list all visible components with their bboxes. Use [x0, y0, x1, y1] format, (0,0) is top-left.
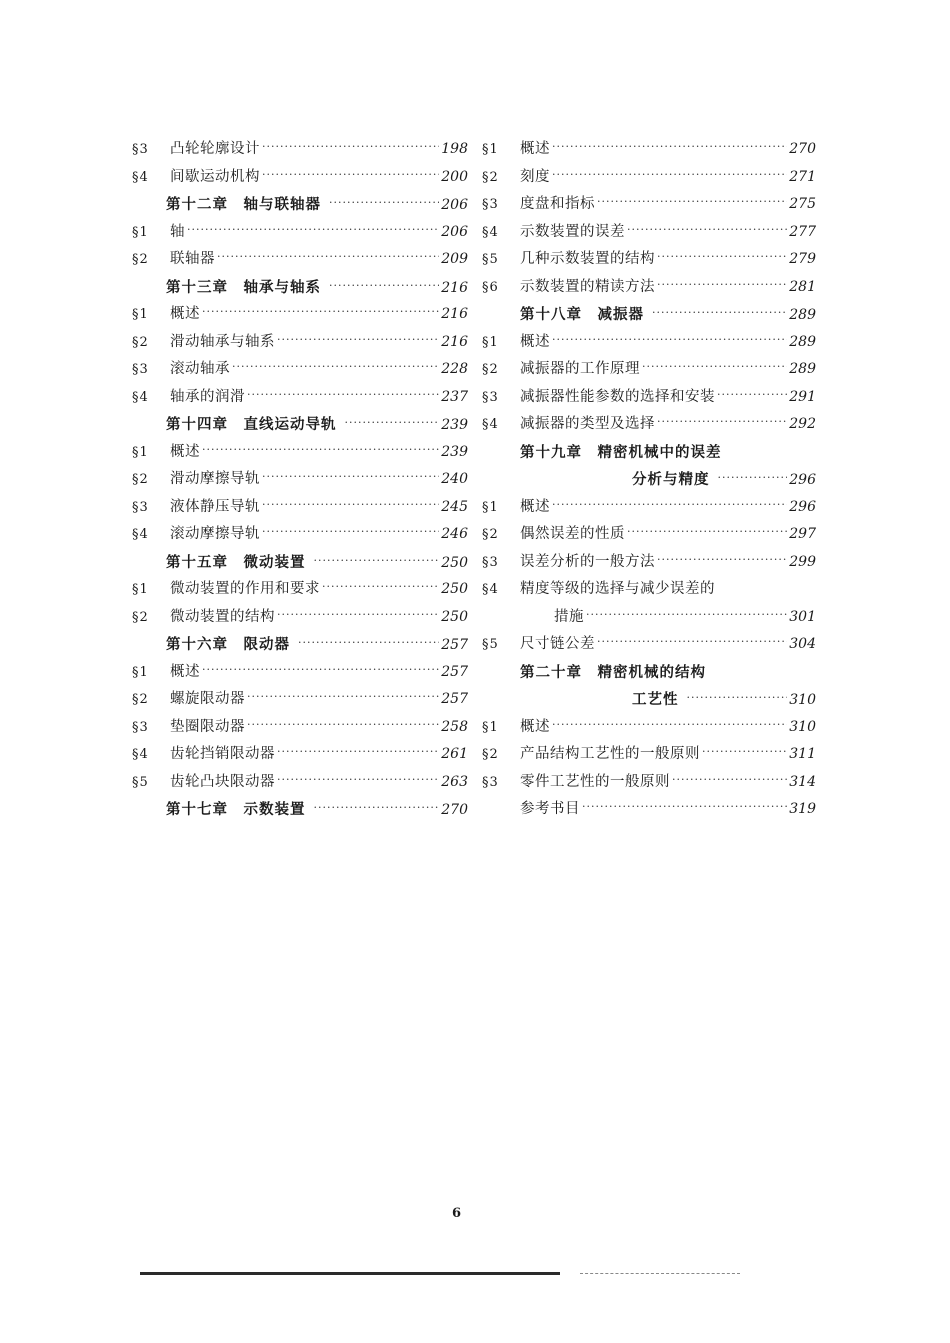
page-ref: 277: [789, 223, 816, 240]
toc-entry: [132, 191, 468, 219]
leader-dots: [652, 299, 787, 327]
section-marker: §1: [482, 499, 499, 515]
page-ref: 289: [789, 361, 816, 377]
page-ref: 279: [789, 251, 816, 267]
page-ref: 239: [441, 443, 468, 460]
leader-dots: [262, 518, 439, 546]
entry-title: 概述: [170, 306, 200, 322]
entry-title: 滚动轴承: [170, 361, 230, 377]
toc-entry: [482, 219, 816, 247]
entry-title: 间歇运动机构: [170, 168, 260, 185]
section-marker: §1: [482, 719, 499, 735]
entry-title: 滑动轴承与轴系: [170, 333, 275, 350]
page-ref: 310: [789, 718, 816, 735]
leader-dots: [582, 793, 787, 821]
entry-title: 齿轮挡销限动器: [170, 746, 275, 762]
section-marker: §3: [132, 499, 149, 515]
section-marker: §3: [132, 719, 149, 735]
entry-title: 垫圈限动器: [170, 718, 245, 735]
leader-dots: [262, 133, 439, 161]
section-marker: §1: [132, 224, 149, 240]
toc-entry: [132, 164, 468, 192]
toc-entry: [482, 439, 816, 467]
entry-title: 刻度: [520, 168, 550, 185]
page-ref: 270: [789, 141, 816, 157]
toc-entry: [482, 604, 816, 632]
page-ref: 304: [789, 636, 816, 652]
leader-dots: [247, 711, 439, 739]
section-marker: §2: [132, 609, 149, 625]
page-ref: 319: [789, 801, 816, 817]
toc-entry: [132, 576, 468, 604]
page-ref: 206: [441, 223, 468, 240]
chapter-title: 分析与精度: [632, 471, 710, 488]
page-ref: 209: [441, 251, 468, 267]
section-marker: §5: [132, 774, 149, 790]
chapter-title: 第十三章 轴承与轴系: [166, 278, 321, 296]
page-ref: 245: [441, 498, 468, 515]
entry-title: 度盘和指标: [520, 196, 595, 212]
section-marker: §5: [482, 252, 499, 267]
leader-dots: [552, 491, 787, 519]
toc-entry: [132, 329, 468, 357]
chapter-title: 第十七章 示数装置: [166, 801, 306, 818]
entry-title: 概述: [520, 141, 550, 157]
leader-dots: [329, 189, 439, 217]
section-marker: §5: [482, 637, 499, 652]
toc-entry: [132, 521, 468, 549]
section-marker: §4: [132, 169, 149, 185]
page-ref: 240: [441, 471, 468, 487]
toc-entry: [482, 384, 816, 412]
toc-entry: [482, 411, 816, 439]
toc-entry: [132, 659, 468, 687]
page-ref: 261: [441, 746, 468, 762]
entry-title: 示数装置的误差: [520, 223, 625, 240]
leader-dots: [552, 711, 787, 739]
page-ref: 257: [441, 637, 468, 653]
leader-dots: [277, 601, 439, 629]
scan-artifact-faint-line: [580, 1273, 740, 1275]
toc-entry: [482, 494, 816, 522]
leader-dots: [657, 243, 787, 271]
entry-title: 概述: [170, 443, 200, 460]
leader-dots: [687, 684, 788, 712]
chapter-title: 第十四章 直线运动导轨: [166, 416, 337, 433]
section-marker: §3: [482, 774, 499, 790]
entry-title: 齿轮凸块限动器: [170, 773, 275, 790]
section-marker: §2: [132, 334, 149, 350]
entry-title: 产品结构工艺性的一般原则: [520, 746, 700, 762]
leader-dots: [262, 161, 439, 189]
section-marker: §1: [132, 307, 149, 322]
section-marker: §3: [482, 389, 499, 405]
entry-title: 微动装置的作用和要求: [170, 581, 320, 597]
entry-title: 轴承的润滑: [170, 388, 245, 405]
toc-entry: [482, 274, 816, 302]
leader-dots: [345, 409, 440, 437]
leader-dots: [202, 436, 439, 464]
entry-title: 精度等级的选择与减少误差的: [520, 581, 715, 597]
toc-entry: [482, 136, 816, 164]
toc-entry: [482, 796, 816, 824]
page-ref: 250: [441, 608, 468, 625]
leader-dots: [552, 326, 787, 354]
leader-dots: [597, 628, 787, 656]
page-ref: 275: [789, 196, 816, 212]
toc-entry: [132, 219, 468, 247]
entry-title: 螺旋限动器: [170, 691, 245, 707]
section-marker: §6: [482, 279, 499, 295]
entry-title: 示数装置的精读方法: [520, 278, 655, 295]
entry-title: 联轴器: [170, 251, 215, 267]
entry-title: 参考书目: [520, 801, 580, 817]
leader-dots: [717, 381, 787, 409]
leader-dots: [672, 766, 787, 794]
entry-title: 轴: [170, 223, 185, 240]
toc-entry: [482, 164, 816, 192]
page-ref: 289: [789, 333, 816, 350]
toc-entry: [482, 356, 816, 384]
leader-dots: [322, 573, 439, 601]
toc-entry: [482, 246, 816, 274]
toc-entry: [482, 549, 816, 577]
leader-dots: [642, 353, 787, 381]
page-ref: 289: [789, 307, 816, 323]
page-ref: 270: [441, 802, 468, 818]
section-marker: §2: [132, 252, 149, 267]
leader-dots: [597, 188, 787, 216]
leader-dots: [262, 463, 439, 491]
page-ref: 292: [789, 416, 816, 432]
leader-dots: [247, 381, 439, 409]
entry-title: 概述: [520, 718, 550, 735]
page-ref: 257: [441, 691, 468, 707]
toc-left-column: [132, 136, 468, 824]
leader-dots: [232, 353, 439, 381]
chapter-title: 第二十章 精密机械的结构: [520, 663, 706, 681]
toc-entry: [482, 301, 816, 329]
page-ref: 258: [441, 718, 468, 735]
toc-entry: [132, 411, 468, 439]
page-ref: 198: [441, 141, 468, 157]
toc-right-column: [482, 136, 816, 824]
leader-dots: [217, 243, 439, 271]
leader-dots: [187, 216, 439, 244]
section-marker: §1: [482, 334, 499, 350]
leader-dots: [277, 738, 439, 766]
page-ref: 239: [441, 417, 468, 433]
entry-title: 凸轮轮廓设计: [170, 141, 260, 157]
entry-title: 减振器的工作原理: [520, 361, 640, 377]
page-ref: 314: [789, 773, 816, 790]
toc-entry: [132, 136, 468, 164]
page-ref: 291: [789, 388, 816, 405]
entry-title: 减振器的类型及选择: [520, 416, 655, 432]
page-ref: 301: [789, 608, 816, 625]
entry-title: 零件工艺性的一般原则: [520, 773, 670, 790]
entry-title: 减振器性能参数的选择和安装: [520, 388, 715, 405]
leader-dots: [657, 546, 787, 574]
leader-dots: [586, 601, 787, 629]
page-ref: 237: [441, 388, 468, 405]
toc-entry: [482, 714, 816, 742]
chapter-title: 第十五章 微动装置: [166, 553, 306, 571]
toc-entry: [132, 246, 468, 274]
page-ref: 296: [789, 498, 816, 515]
section-marker: §1: [132, 582, 149, 597]
entry-title: 概述: [520, 333, 550, 350]
chapter-title: 第十二章 轴与联轴器: [166, 196, 321, 213]
leader-dots: [298, 629, 439, 657]
section-marker: §4: [132, 527, 149, 542]
toc-entry: [132, 631, 468, 659]
section-marker: §3: [132, 362, 149, 377]
toc-entry: [482, 521, 816, 549]
section-marker: §2: [482, 169, 499, 185]
section-marker: §4: [482, 224, 499, 240]
section-marker: §3: [482, 197, 499, 212]
section-marker: §3: [482, 554, 499, 570]
toc-entry: [482, 329, 816, 357]
toc-entry: [482, 191, 816, 219]
leader-dots: [277, 326, 439, 354]
section-marker: §2: [482, 362, 499, 377]
page-ref: 263: [441, 773, 468, 790]
leader-dots: [277, 766, 439, 794]
section-marker: §4: [482, 417, 499, 432]
scan-artifact-line: [140, 1272, 560, 1275]
section-marker: §1: [132, 664, 149, 680]
leader-dots: [552, 133, 787, 161]
leader-dots: [202, 656, 439, 684]
page-ref: 281: [789, 278, 816, 295]
toc-entry: [132, 604, 468, 632]
toc-entry: [132, 274, 468, 302]
section-marker: §1: [482, 142, 499, 157]
page-ref: 216: [441, 333, 468, 350]
section-marker: §2: [132, 692, 149, 707]
section-marker: §1: [132, 444, 149, 460]
toc-entry: [132, 439, 468, 467]
toc-entry: [132, 686, 468, 714]
toc-entry: [482, 659, 816, 687]
page-ref: 216: [441, 279, 468, 296]
toc-entry: [482, 466, 816, 494]
section-marker: §3: [132, 142, 149, 157]
leader-dots: [627, 518, 787, 546]
leader-dots: [718, 464, 788, 492]
entry-title: 微动装置的结构: [170, 608, 275, 625]
leader-dots: [314, 547, 440, 575]
toc-entry: [482, 741, 816, 769]
toc-entry: [132, 494, 468, 522]
toc-entry: [482, 769, 816, 797]
entry-title: 概述: [170, 663, 200, 680]
leader-dots: [262, 491, 439, 519]
toc-entry: [132, 466, 468, 494]
page-ref: 200: [441, 168, 468, 185]
toc-entry: [132, 741, 468, 769]
page-ref: 216: [441, 306, 468, 322]
section-marker: §4: [132, 389, 149, 405]
section-marker: §2: [482, 527, 499, 542]
entry-title: 误差分析的一般方法: [520, 553, 655, 570]
section-marker: §4: [132, 747, 149, 762]
page-ref: 299: [789, 553, 816, 570]
section-marker: §2: [132, 472, 149, 487]
leader-dots: [702, 738, 787, 766]
leader-dots: [657, 408, 787, 436]
leader-dots: [247, 683, 439, 711]
section-marker: §4: [482, 582, 499, 597]
page-ref: 246: [441, 526, 468, 542]
toc-entry: [132, 356, 468, 384]
page-ref: 228: [441, 361, 468, 377]
leader-dots: [657, 271, 787, 299]
page-number: 6: [452, 1206, 462, 1221]
page-ref: 311: [789, 746, 816, 762]
page-ref: 271: [789, 168, 816, 185]
entry-title: 滚动摩擦导轨: [170, 526, 260, 542]
leader-dots: [314, 794, 440, 822]
toc-entry: [132, 769, 468, 797]
toc-entry: [132, 384, 468, 412]
toc-entry: [482, 576, 816, 604]
page-ref: 250: [441, 554, 468, 571]
chapter-title: 第十六章 限动器: [166, 636, 290, 653]
section-marker: §2: [482, 747, 499, 762]
leader-dots: [552, 161, 787, 189]
chapter-title: 第十八章 减振器: [520, 306, 644, 323]
page-ref: 206: [441, 197, 468, 213]
leader-dots: [202, 298, 439, 326]
chapter-title: 第十九章 精密机械中的误差: [520, 443, 722, 461]
toc-entry: [482, 631, 816, 659]
entry-title: 尺寸链公差: [520, 636, 595, 652]
leader-dots: [329, 272, 439, 300]
toc-entry: [132, 301, 468, 329]
page-ref: 257: [441, 663, 468, 680]
page-ref: 297: [789, 526, 816, 542]
toc-entry: [482, 686, 816, 714]
entry-title: 滑动摩擦导轨: [170, 471, 260, 487]
entry-title: 概述: [520, 498, 550, 515]
page-ref: 250: [441, 581, 468, 597]
leader-dots: [627, 216, 787, 244]
toc-entry: [132, 549, 468, 577]
toc-entry: [132, 714, 468, 742]
entry-title: 措施: [554, 608, 584, 625]
entry-title: 偶然误差的性质: [520, 526, 625, 542]
page-ref: 296: [789, 472, 816, 488]
chapter-title: 工艺性: [632, 691, 679, 708]
entry-title: 液体静压导轨: [170, 498, 260, 515]
toc-entry: [132, 796, 468, 824]
entry-title: 几种示数装置的结构: [520, 251, 655, 267]
page-ref: 310: [789, 692, 816, 708]
